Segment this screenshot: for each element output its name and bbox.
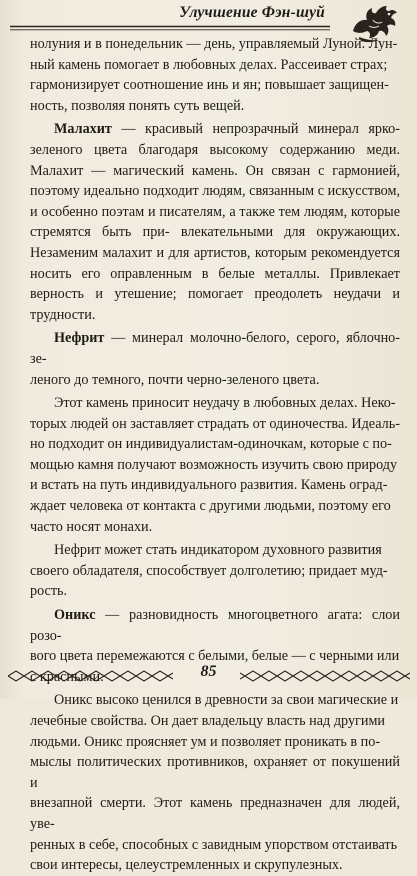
body-text: [30, 34, 400, 876]
page-header: [0, 0, 417, 34]
term-onyx: Оникс: [54, 607, 96, 624]
paragraph-jade-intro: Нефрит — минерал молочно-белого, серого, яблочно-зе- леного до темного, почти черно-зеленого цвета.: [30, 330, 400, 388]
term-jade: Нефрит: [54, 330, 105, 347]
paragraph-moonstone: нолуния и в понедельник — день, управляемый Луной. Лун- ный камень помогает в любовных делах. Рассеивает страх; гармонизирует соотношение инь и ян; повышает защищен- ность, позволяя понять суть вещей.: [30, 36, 398, 114]
running-title: Улучшение Фэн-шуй: [179, 4, 325, 21]
paragraph-onyx-intro: Оникс — разновидность многоцветного агата: слои розо- вого цвета перемежаются с белыми, белые — с черными или с красными.: [30, 607, 400, 685]
page-footer: [0, 662, 417, 692]
footer-ornament-right: [240, 670, 410, 682]
paragraph-jade-love: Этот камень приносит неудачу в любовных делах. Неко- торых людей он заставляет страдать от одиночества. Идеаль- но подходит он индивидуалистам-одиночкам, которые с по- мощью камня получают возможность изучить свою природу и встать на путь индивидуального развития. Камень оград- ждает человека от контакта с другими людьми, поэтому его часто носят монахи.: [30, 395, 400, 535]
paragraph-onyx-properties: Оникс высоко ценился в древности за свои магические и лечебные свойства. Он дает владельцу власть над другими людьми. Оникс проясняет ум и позволяет проникать в по- мыслы политических противников, охраняет от покушений и внезапной смерти. Этот камень предназначен для людей, уве- ренных в себе, способных с завидным упорством отстаивать свои интересы, целеустремленных и скрупулезных.: [30, 692, 400, 874]
paragraph-malachite: Малахит — красивый непрозрачный минерал ярко-зеленого цвета благодаря высокому содержанию меди. Малахит — магический камень. Он связан с гармонией, поэтому идеально подходит людям, связанным с искусством, и особенно поэтам и писателям, а также тем людям, которые стремятся быть при- влекательными для окружающих. Незаменим малахит и для артистов, которым рекомендуется носить его оправленным в белые металлы. Привлекает верность и утешение; помогает преодолеть неудачи и трудности.: [30, 121, 401, 323]
header-rule: [10, 23, 330, 32]
paragraph-jade-spirit: Нефрит может стать индикатором духовного развития своего обладателя, способствует долголетию; придает муд- рость.: [30, 542, 388, 600]
term-malachite: Малахит: [54, 121, 112, 138]
page-number: 85: [200, 663, 217, 680]
